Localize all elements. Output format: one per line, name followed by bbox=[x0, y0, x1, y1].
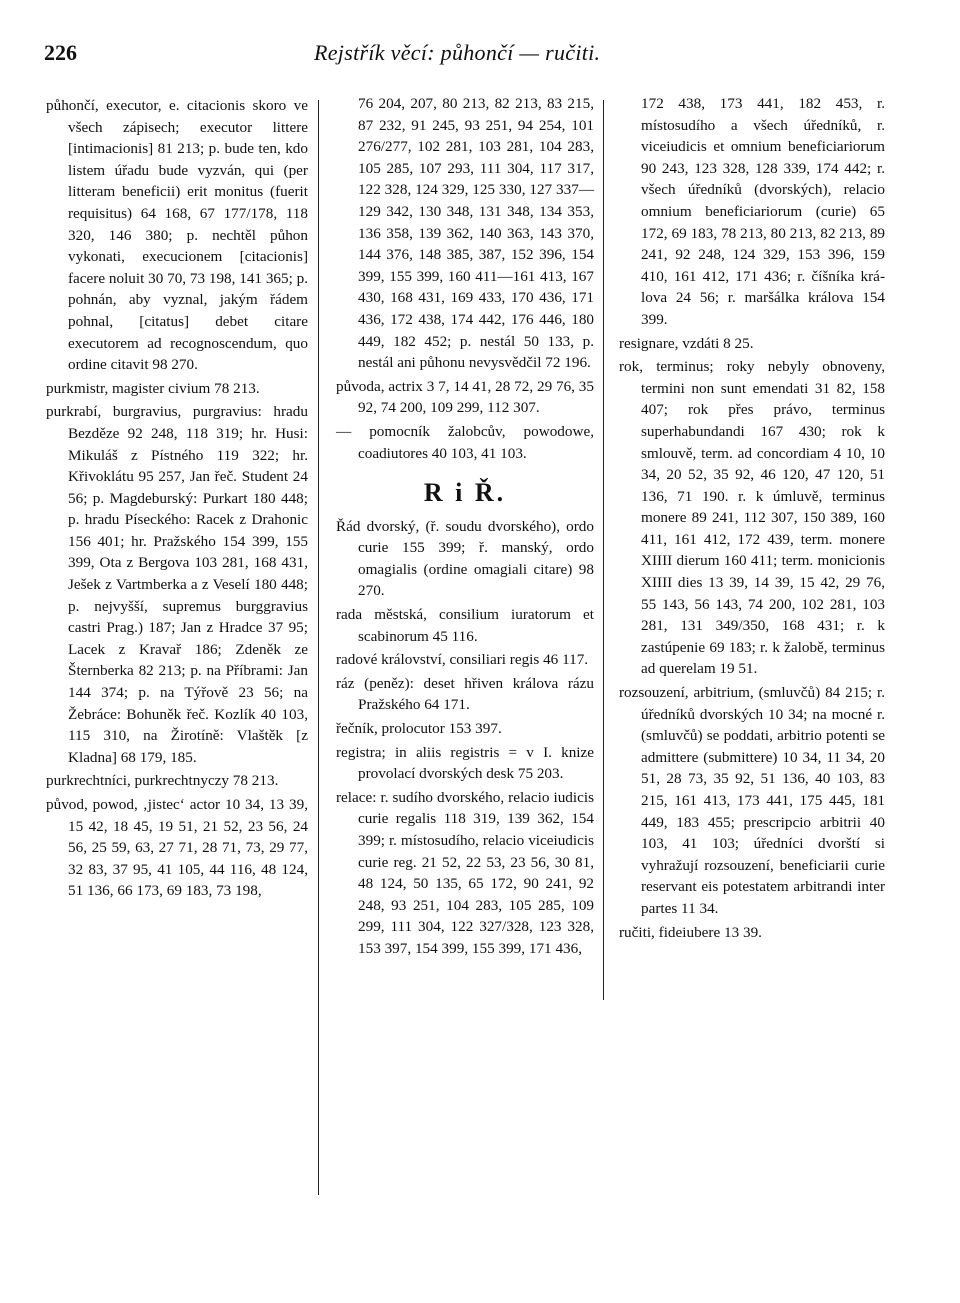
index-entry: ráz (peněz): deset hřiven králova rázu Pražského 64 171. bbox=[336, 674, 594, 714]
index-entry: — pomocník žalobcův, powodowe, coadiutores 40 103, 41 103. bbox=[336, 422, 594, 462]
index-entry: resignare, vzdáti 8 25. bbox=[619, 334, 754, 352]
index-entry: 172 438, 173 441, 182 453, r. místosudího a všech úředníků, r. viceiudicis et omnium beneficiariorum 90 243, 123 328, 128 339, 174 442; r. všech úředníků (dvorských), relacio omnium beneficiariorum (curie) 65 172, 69 183, 78 213, 80 213, 82 213, 89 241, 92 248, 124 329, 153 396, 159 410, 161 412, 171 436; r. číšníka králova 24 56; r. maršálka králova 154 399. bbox=[641, 95, 885, 328]
section-heading: R i Ř. bbox=[423, 478, 507, 508]
index-entry: radové království, consiliari regis 46 117. bbox=[336, 651, 589, 669]
index-entry: rada městská, consilium iuratorum et scabinorum 45 116. bbox=[336, 606, 594, 645]
column-divider bbox=[603, 100, 604, 1000]
index-entry: Řád dvorský, (ř. soudu dvorského), ordo curie 155 399; ř. manský, ordo omagialis (ordine omagiali citare) 98 270. bbox=[336, 517, 594, 600]
index-entry: purkrabí, burgravius, purgravius: hradu Bezděze 92 248, 118 319; hr. Husi: Mikuláš z Pístného 119 322; hr. Křivoklátu 95 257, Jan řeč. Student 24 56; p. Magdeburský: Purkart 180 448; p. hradu Píseckého: Racek z Drahonic 156 401; hr. Pražského 154 399, 155 399, Ota z Bergova 103 281, 168 431, Ješek z Vartmberka a z Veselí 180 448; p. nejvyšší, supremus burggravius castri Prag.) 187; Jan z Hradce 37 95; Lacek z Kravař 186; Zdeněk ze Šternberka 82 213; p. na Příbrami: Jan 144 374; p. na Týřově 23 56; na Žebráce: Bohuněk řeč. Kozlík 40 103, 115 310, na Žirotíně: Vlaštěk [z Kladna] 68 179, 185. bbox=[46, 403, 308, 766]
index-entry: purkmistr, magister civium 78 213. bbox=[46, 379, 260, 397]
page-number: 226 bbox=[44, 40, 77, 65]
index-column-3 bbox=[619, 95, 885, 945]
index-entry: rok, terminus; roky nebyly obnoveny, termini non sunt emendati 31 82, 158 407; rok přes právo, terminus superhabundandi 167 430; rok k smlouvě, term. ad concordiam 4 10, 10 34, 20 52, 35 92, 46 120, 47 120, 51 136, 71 190. r. k úmluvě, terminus monere 89 241, 112 307, 150 389, 160 411, 161 412, 172 439, term. monere XIIII dierum 160 411; term. monicionis XIIII dies 13 39, 14 39, 15 42, 29 76, 55 143, 56 143, 74 200, 102 281, 103 281, 131 349/350, 168 431; r. k zastúpenie 69 183; r. k žalobě, terminus ad querelam 19 51. bbox=[619, 358, 885, 678]
running-head: Rejstřík věcí: půhončí — ručiti. bbox=[314, 40, 601, 65]
index-entry: řečník, prolocutor 153 397. bbox=[336, 720, 502, 738]
index-entry: původa, actrix 3 7, 14 41, 28 72, 29 76, 35 92, 74 200, 109 299, 112 307. bbox=[336, 377, 594, 417]
index-entry: 76 204, 207, 80 213, 82 213, 83 215, 87 232, 91 245, 93 251, 94 254, 101 276/277, 102 281, 103 281, 104 283, 105 285, 107 293, 111 304, 117 317, 122 328, 124 329, 125 330, 127 337—129 342, 130 348, 131 348, 134 353, 136 358, 139 362, 140 363, 143 370, 144 376, 148 385, 387, 152 396, 154 399, 155 399, 160 411—161 413, 167 430, 168 431, 169 433, 170 436, 171 436, 172 438, 174 442, 176 446, 180 449, 182 452; p. nestál 50 133, p. nestál ani půhonu nevysvědčil 72 196. bbox=[358, 95, 594, 372]
page-header bbox=[44, 40, 924, 70]
index-entry: ručiti, fideiubere 13 39. bbox=[619, 923, 762, 941]
index-entry: purkrechtníci, purkrechtnyczy 78 213. bbox=[46, 772, 279, 790]
index-entry: rozsouzení, arbitrium, (smluvčů) 84 215; r. úředníků dvorských 10 34; na mocné r. (smluvčů) se poddati, arbitrio potenti se admittere (submittere) 10 34, 11 34, 20 51, 28 73, 35 92, 51 136, 40 103, 83 215, 161 413, 173 441, 175 445, 181 449, 183 455; prescripcio arbitrii 40 103, 41 103; úředníci dvorští si vyhražují rozsouzení, beneficiarii curie reservant eis potestatem arbitrandi inter partes 11 34. bbox=[619, 684, 885, 917]
column-divider bbox=[318, 100, 319, 1195]
index-column-1 bbox=[46, 95, 308, 904]
index-entry: půhončí, executor, e. citacionis skoro ve všech zápisech; executor littere [intimacionis] 81 213; p. bude ten, kdo listem úřadu bude vyzván, qui (per litteram beneficii) erit monitus (fuerit requisitus) 64 168, 67 177/178, 118 320, 146 380; p. nechtěl půhon vykonati, execucionem [citacionis] facere noluit 30 70, 73 198, 141 365; p. pohnán, aby vyznal, jakým řádem pohnal, [citatus] debet citare executorem ad recognoscendum, quo ordine citavit 98 270. bbox=[46, 97, 309, 374]
index-entry: registra; in aliis registris = v I. knize provolací dvorských desk 75 203. bbox=[336, 743, 594, 783]
index-entry: relace: r. sudího dvorského, relacio iudicis curie regalis 118 319, 139 362, 154 399; r. místosudího, relacio viceiudicis curie reg. 21 52, 22 53, 23 56, 30 81, 48 124, 50 135, 65 172, 90 241, 92 248, 93 251, 104 283, 105 285, 109 299, 111 304, 122 327/328, 123 328, 153 397, 154 399, 155 399, 171 436, bbox=[336, 788, 594, 957]
index-column-2 bbox=[336, 95, 594, 962]
index-entry: původ, powod, ‚jistec‘ actor 10 34, 13 39, 15 42, 18 45, 19 51, 21 52, 23 56, 24 56, 25 59, 63, 27 71, 28 71, 73, 29 77, 32 83, 37 95, 41 105, 44 116, 48 124, 51 136, 66 173, 69 183, 73 198, bbox=[46, 796, 308, 900]
